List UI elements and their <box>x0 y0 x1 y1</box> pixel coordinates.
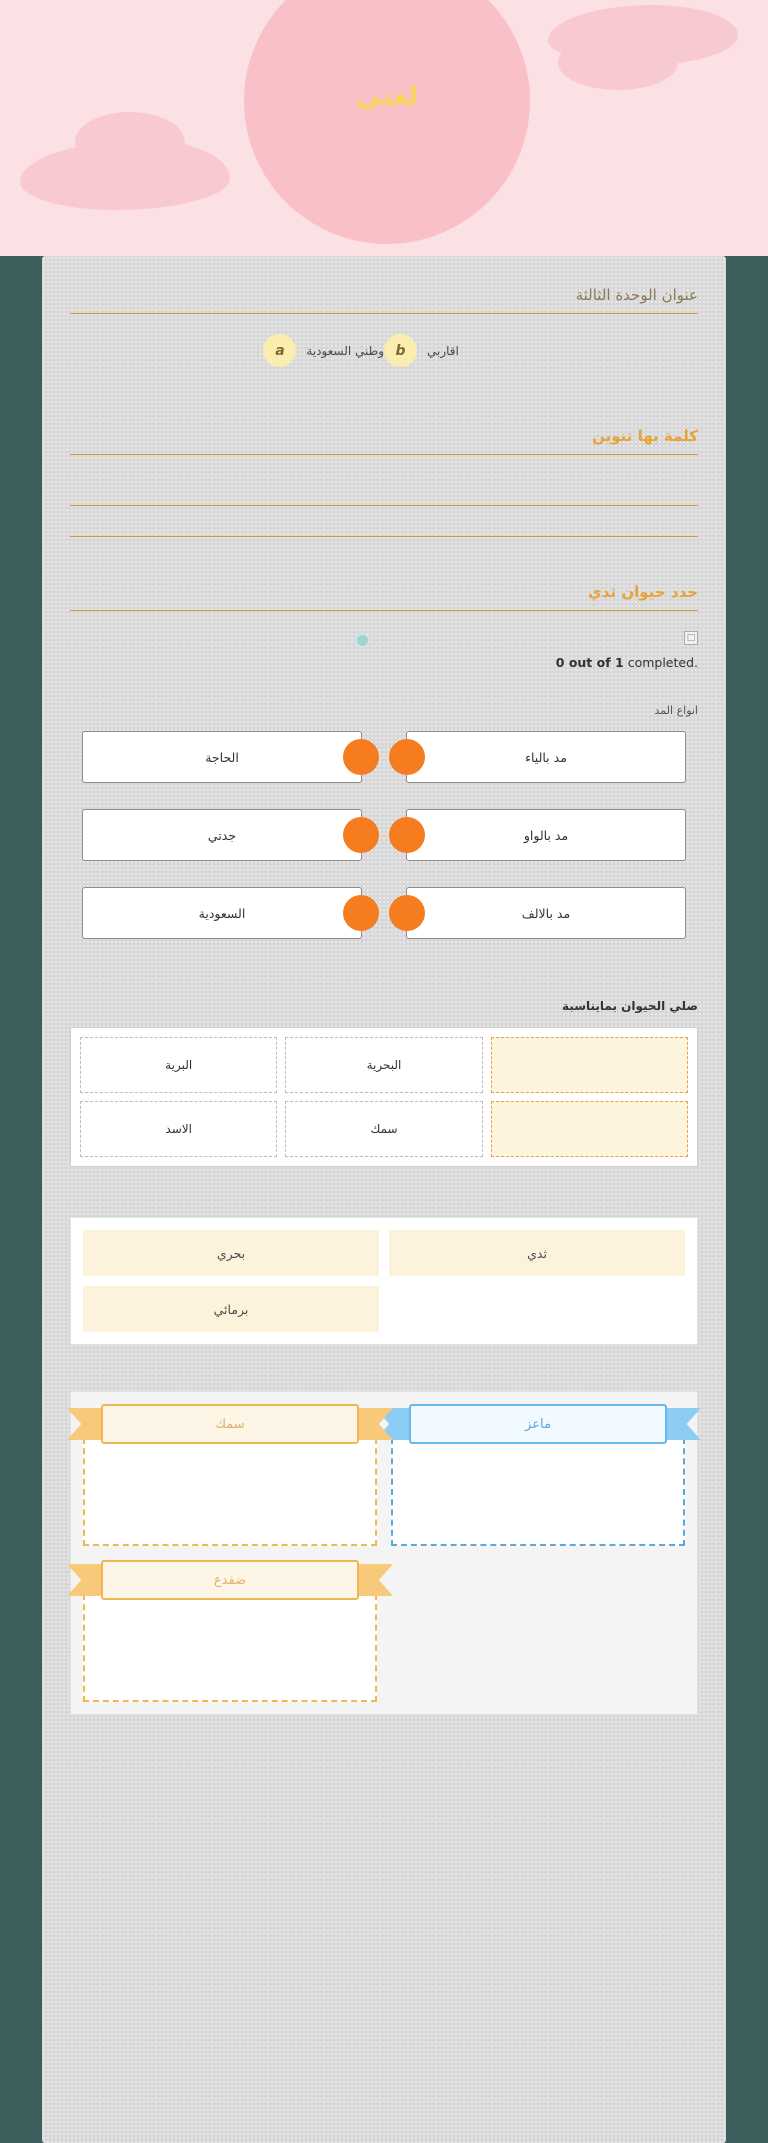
tanween-title: كلمة بها تنوين <box>70 427 698 455</box>
match-right-2[interactable] <box>406 809 686 861</box>
choice-option-b[interactable] <box>384 334 698 367</box>
dropbox-fish[interactable] <box>83 1438 377 1546</box>
match-right-label-1: مد بالياء <box>525 749 567 765</box>
decorative-blob-right <box>548 5 738 65</box>
logo-text: لغتي <box>356 82 418 112</box>
logo-circle <box>244 0 530 244</box>
table-cell-land[interactable]: البرية <box>80 1037 277 1093</box>
drop-zone-frog[interactable] <box>83 1560 377 1702</box>
mammal-title: حدد حيوان ثدي <box>70 583 698 611</box>
progress-dot-icon[interactable] <box>355 633 370 648</box>
ribbon-label-goat: ماعز <box>409 1404 667 1444</box>
match-knob-right-2[interactable] <box>389 817 425 853</box>
completion-status <box>70 645 698 670</box>
match-left-1[interactable] <box>82 731 362 783</box>
animal-match-title: صلي الحيوان بمايناسبة <box>562 999 698 1013</box>
word-bank <box>70 1217 698 1345</box>
bank-item-1[interactable]: ثدي <box>389 1230 685 1276</box>
table-cell-lion[interactable]: الاسد <box>80 1101 277 1157</box>
ribbon-wing-right-frog <box>359 1564 393 1596</box>
choice-label-a: وطني السعودية <box>306 343 384 358</box>
table-cell-sea[interactable]: البحرية <box>285 1037 482 1093</box>
choice-option-a[interactable] <box>70 334 384 367</box>
ribbon-goat <box>409 1404 667 1444</box>
decorative-blob-left <box>20 140 230 210</box>
match-right-1[interactable] <box>406 731 686 783</box>
drop-zone-goat[interactable] <box>391 1404 685 1546</box>
ribbon-label-frog: ضفدع <box>101 1560 359 1600</box>
status-block <box>70 631 698 670</box>
match-left-label-1: الحاجة <box>205 749 239 765</box>
ribbon-label-fish: سمك <box>101 1404 359 1444</box>
dropbox-frog[interactable] <box>83 1594 377 1702</box>
choice-row <box>70 334 698 367</box>
header-banner <box>0 0 768 256</box>
completion-count: 0 out of 1 <box>555 655 624 670</box>
answer-lines <box>70 475 698 537</box>
ribbon-frog <box>101 1560 359 1600</box>
match-right-label-2: مد بالواو <box>523 827 569 843</box>
match-right-3[interactable] <box>406 887 686 939</box>
match-left-label-3: السعودية <box>198 905 246 921</box>
match-left-3[interactable] <box>82 887 362 939</box>
match-knob-left-2[interactable] <box>343 817 379 853</box>
answer-line-1[interactable] <box>70 475 698 506</box>
match-knob-left-1[interactable] <box>343 739 379 775</box>
unit-title: عنوان الوحدة الثالثة <box>70 286 698 314</box>
choice-label-b: اقاربي <box>427 343 459 358</box>
drop-cell-2[interactable] <box>491 1101 688 1157</box>
match-right-label-3: مد بالالف <box>521 905 571 921</box>
bank-item-3 <box>389 1286 685 1332</box>
table-cell-fish[interactable]: سمك <box>285 1101 482 1157</box>
broken-image-icon: □ <box>684 631 698 645</box>
match-grid <box>70 731 698 939</box>
choice-badge-a: a <box>263 334 296 367</box>
match-knob-left-3[interactable] <box>343 895 379 931</box>
ribbon-wing-left-frog <box>67 1564 101 1596</box>
match-left-2[interactable] <box>82 809 362 861</box>
completion-suffix: completed. <box>623 655 698 670</box>
worksheet-sheet <box>42 256 726 2143</box>
ribbon-wing-right-goat <box>667 1408 701 1440</box>
bank-item-4[interactable]: برمائي <box>83 1286 379 1332</box>
ribbon-wing-right-fish <box>359 1408 393 1440</box>
madd-label: انواع المد <box>654 704 698 717</box>
drop-cell-1[interactable] <box>491 1037 688 1093</box>
bank-item-2[interactable]: بحري <box>83 1230 379 1276</box>
match-knob-right-3[interactable] <box>389 895 425 931</box>
drop-zone-grid <box>70 1391 698 1715</box>
match-knob-right-1[interactable] <box>389 739 425 775</box>
choice-badge-b: b <box>384 334 417 367</box>
ribbon-fish <box>101 1404 359 1444</box>
match-left-label-2: جدتي <box>207 827 237 843</box>
answer-line-2[interactable] <box>70 506 698 537</box>
ribbon-wing-left-fish <box>67 1408 101 1440</box>
drag-table <box>70 1027 698 1167</box>
drop-zone-fish[interactable] <box>83 1404 377 1546</box>
dropbox-goat[interactable] <box>391 1438 685 1546</box>
drop-zone-empty <box>391 1560 685 1702</box>
